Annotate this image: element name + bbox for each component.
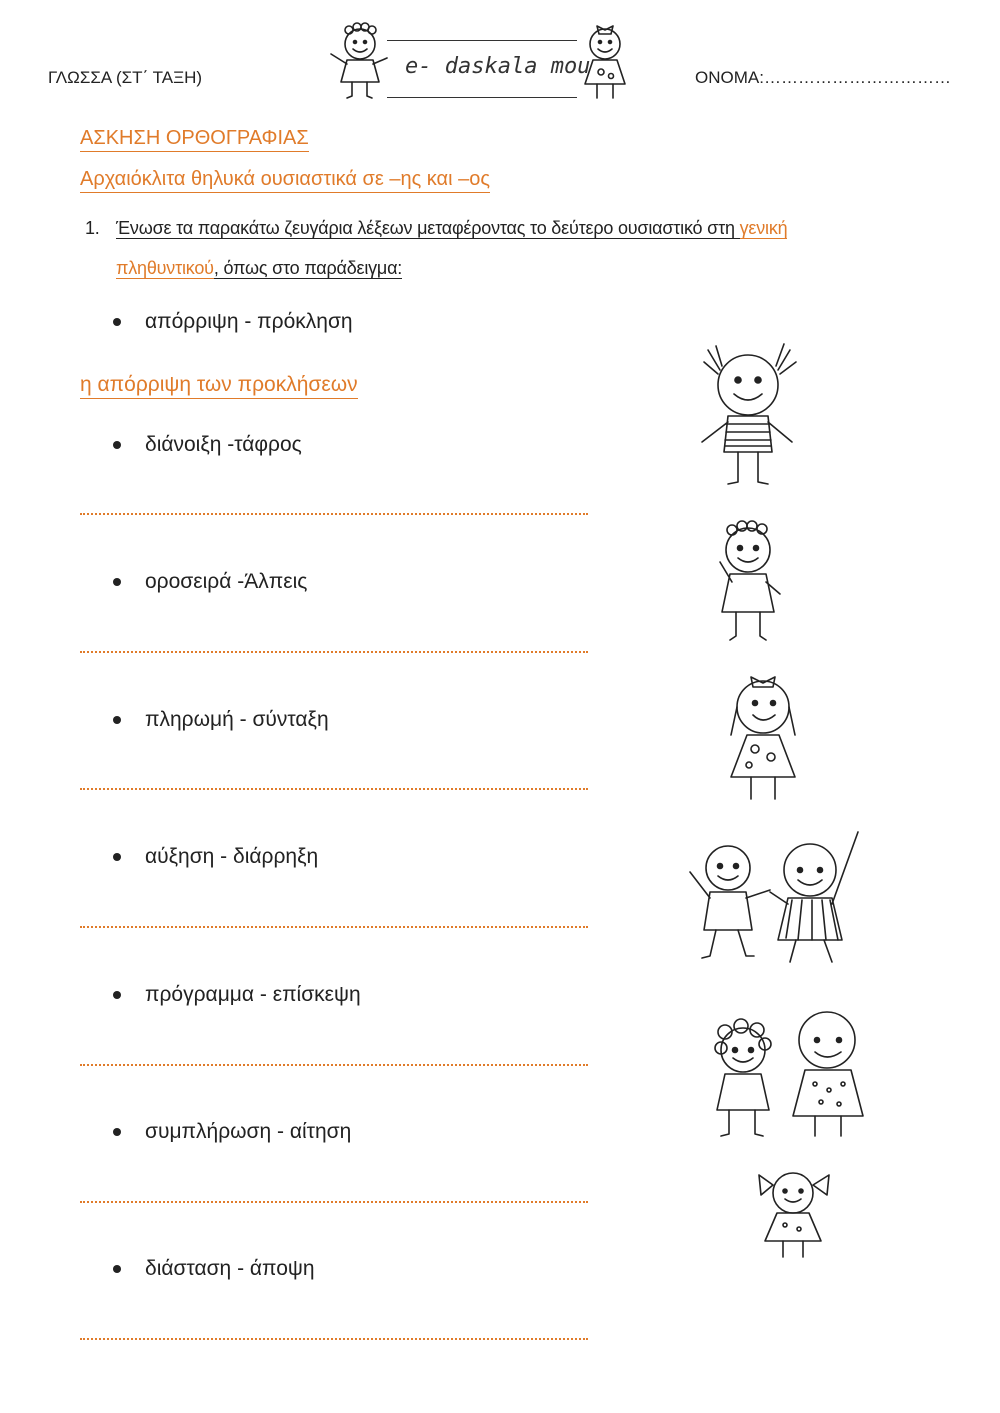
logo-kid-left-icon (325, 18, 395, 103)
list-item (113, 708, 329, 732)
answer-line[interactable] (80, 788, 588, 790)
logo-kid-right-icon (575, 18, 635, 103)
answer-line[interactable] (80, 926, 588, 928)
two-kids-icon (680, 828, 880, 973)
subject-label: ΓΛΩΣΣΑ (ΣΤ΄ ΤΑΞΗ) (48, 68, 203, 87)
instruction-text (116, 208, 956, 288)
answer-line[interactable] (80, 1201, 588, 1203)
girl-pigtails-icon (690, 340, 810, 490)
bullet-icon (113, 716, 121, 724)
answer-line[interactable] (80, 1338, 588, 1340)
list-item (113, 1120, 351, 1144)
answer-line[interactable] (80, 513, 588, 515)
two-kids-icon (695, 1000, 885, 1140)
word-pair: διάσταση - άποψη (145, 1257, 315, 1280)
list-item (113, 433, 302, 457)
girl-small-icon (745, 1165, 845, 1260)
answer-line[interactable] (80, 1064, 588, 1066)
word-pair: αύξηση - διάρρηξη (145, 845, 319, 868)
logo (325, 18, 635, 103)
instruction-part1: Ένωσε τα παρακάτω ζευγάρια λέξεων μεταφέροντας το δεύτερο ουσιαστικό στη (116, 218, 740, 238)
name-field[interactable]: ΟΝΟΜΑ:…………………………… (695, 68, 951, 87)
exercise-subtitle: Αρχαιόκλιτα θηλυκά ουσιαστικά σε –ης και –ος (80, 168, 490, 193)
example-answer: η απόρριψη των προκλήσεων (80, 373, 358, 399)
list-item (113, 845, 318, 869)
bullet-icon (113, 318, 121, 326)
bullet-icon (113, 1265, 121, 1273)
logo-text: e- daskala mou (405, 54, 591, 79)
answer-line[interactable] (80, 651, 588, 653)
instruction-part2: , όπως στο παράδειγμα: (213, 258, 403, 278)
word-pair: πρόγραμμα - επίσκεψη (145, 983, 361, 1006)
word-pair: συμπλήρωση - αίτηση (145, 1120, 352, 1143)
instruction-highlight-genitive: γενική (739, 218, 788, 238)
boy-waving-icon (700, 512, 800, 647)
instruction-highlight-plural: πληθυντικού (116, 258, 214, 278)
example-item (113, 310, 353, 334)
list-item (113, 570, 307, 594)
bullet-icon (113, 991, 121, 999)
word-pair: οροσειρά -Άλπεις (145, 570, 308, 593)
example-pair: απόρριψη - πρόκληση (145, 310, 353, 333)
word-pair: πληρωμή - σύνταξη (145, 708, 329, 731)
list-item (113, 983, 361, 1007)
word-pair: διάνοιξη -τάφρος (145, 433, 302, 456)
bullet-icon (113, 578, 121, 586)
girl-bow-icon (715, 665, 815, 805)
instruction-number: 1. (85, 218, 100, 238)
exercise-title: ΑΣΚΗΣΗ ΟΡΘΟΓΡΑΦΙΑΣ (80, 127, 309, 152)
bullet-icon (113, 441, 121, 449)
list-item (113, 1257, 315, 1281)
bullet-icon (113, 853, 121, 861)
bullet-icon (113, 1128, 121, 1136)
